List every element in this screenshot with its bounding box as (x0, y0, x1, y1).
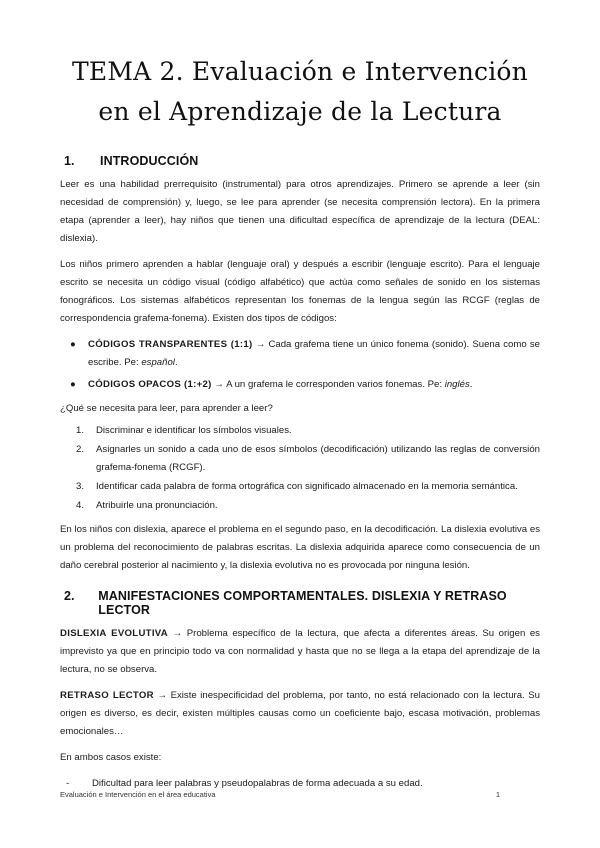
dislexia-paragraph (60, 625, 540, 679)
intro-paragraph-1: Leer es una habilidad prerrequisito (instrumental) para otros aprendizajes. Primero se aprende a leer (sin necesidad de comprensión) y, luego, se lee para aprender (se necesita comprensión lectora). En la primera etapa (aprender a leer), hay niños que tienen una dificultad específica de aprendizaje de la lectura (DEAL: dislexia). (60, 179, 540, 244)
reading-steps-list (60, 422, 540, 515)
section-2-title: MANIFESTACIONES COMPORTAMENTALES. DISLEXIA Y RETRASO LECTOR (98, 589, 507, 617)
section-1-heading (60, 154, 540, 168)
question-line: ¿Qué se necesita para leer, para aprender a leer? (60, 403, 273, 414)
dash-marker: - (66, 778, 70, 789)
bullet-example: español (141, 357, 175, 368)
retraso-term: RETRASO LECTOR (60, 690, 154, 701)
list-item (68, 336, 540, 372)
step-number: 1. (76, 425, 85, 436)
page-number: 1 (495, 790, 500, 799)
page-title: TEMA 2. Evaluación e Intervención en el Aprendizaje de la Lectura (72, 57, 528, 126)
list-item (68, 376, 540, 394)
section-2-number: 2. (64, 589, 75, 603)
bullet-text: → A un grafema le corresponden varios fonemas. Pe: (211, 379, 445, 390)
list-item (76, 497, 540, 515)
list-item (76, 441, 540, 477)
bullet-text: → Cada grafema tiene un único fonema (sonido). Suena como se escribe. Pe: (88, 339, 540, 368)
section-1-number: 1. (64, 154, 75, 168)
section-2-heading (60, 589, 540, 617)
section-1-title: INTRODUCCIÓN (100, 154, 199, 168)
ambos-line: En ambos casos existe: (60, 752, 162, 763)
code-types-list (60, 336, 540, 394)
step-number: 4. (76, 500, 85, 511)
bullet-term: CÓDIGOS OPACOS (1:+2) (88, 379, 212, 390)
bullet-icon: ● (70, 379, 76, 390)
page-footer (60, 790, 500, 799)
retraso-paragraph (60, 687, 540, 741)
bullet-end: . (174, 357, 178, 368)
step-text: Discriminar e identificar los símbolos visuales. (96, 425, 292, 436)
bullet-icon: ● (70, 339, 76, 350)
bullet-term: CÓDIGOS TRANSPARENTES (1:1) (88, 339, 253, 350)
step-number: 2. (76, 444, 85, 455)
step-text: Asignarles un sonido a cada uno de esos símbolos (decodificación) utilizando las reglas de conversión grafema-fonema (RCGF). (96, 444, 540, 473)
step-text: Atribuirle una pronunciación. (96, 500, 218, 511)
bullet-example: inglés (444, 379, 470, 390)
bullet-end: . (469, 379, 473, 390)
list-item (76, 478, 540, 496)
intro-paragraph-3: En los niños con dislexia, aparece el problema en el segundo paso, en la decodificación. La dislexia evolutiva es un problema del reconocimiento de palabras escritas. La dislexia adquirida aparece como consecuencia de un daño cerebral posterior al nacimiento y, la dislexia evolutiva no es provocada por ninguna lesión. (60, 524, 540, 571)
step-number: 3. (76, 481, 85, 492)
dash-text: Dificultad para leer palabras y pseudopalabras de forma adecuada a su edad. (92, 778, 423, 789)
footer-title: Evaluación e Intervención en el área educativa (60, 790, 216, 799)
dislexia-term: DISLEXIA EVOLUTIVA (60, 628, 169, 639)
list-item (76, 422, 540, 440)
retraso-text: → Existe inespecificidad del problema, por tanto, no está relacionado con la lectura. Su origen es diverso, es decir, existen múltiples causas como un coeficiente bajo, escasa motivación, problemas emocionales… (60, 690, 540, 737)
dislexia-text: → Problema específico de la lectura, que afecta a diferentes áreas. Su origen es imprevisto ya que en principio todo va con normalidad y hasta que no se llega a la etapa del aprendizaje de la lectura, no se observa. (60, 628, 540, 675)
intro-paragraph-2: Los niños primero aprenden a hablar (lenguaje oral) y después a escribir (lenguaje escrito). Para el lenguaje escrito se necesita un código visual (código alfabético) que actúa como señales de sonido en los sistemas fonográficos. Los sistemas alfabéticos representan los fonemas de la lengua según las RCGF (reglas de correspondencia grafema-fonema). Existen dos tipos de códigos: (60, 259, 540, 324)
step-text: Identificar cada palabra de forma ortográfica con significado almacenado en la memoria semántica. (96, 481, 518, 492)
